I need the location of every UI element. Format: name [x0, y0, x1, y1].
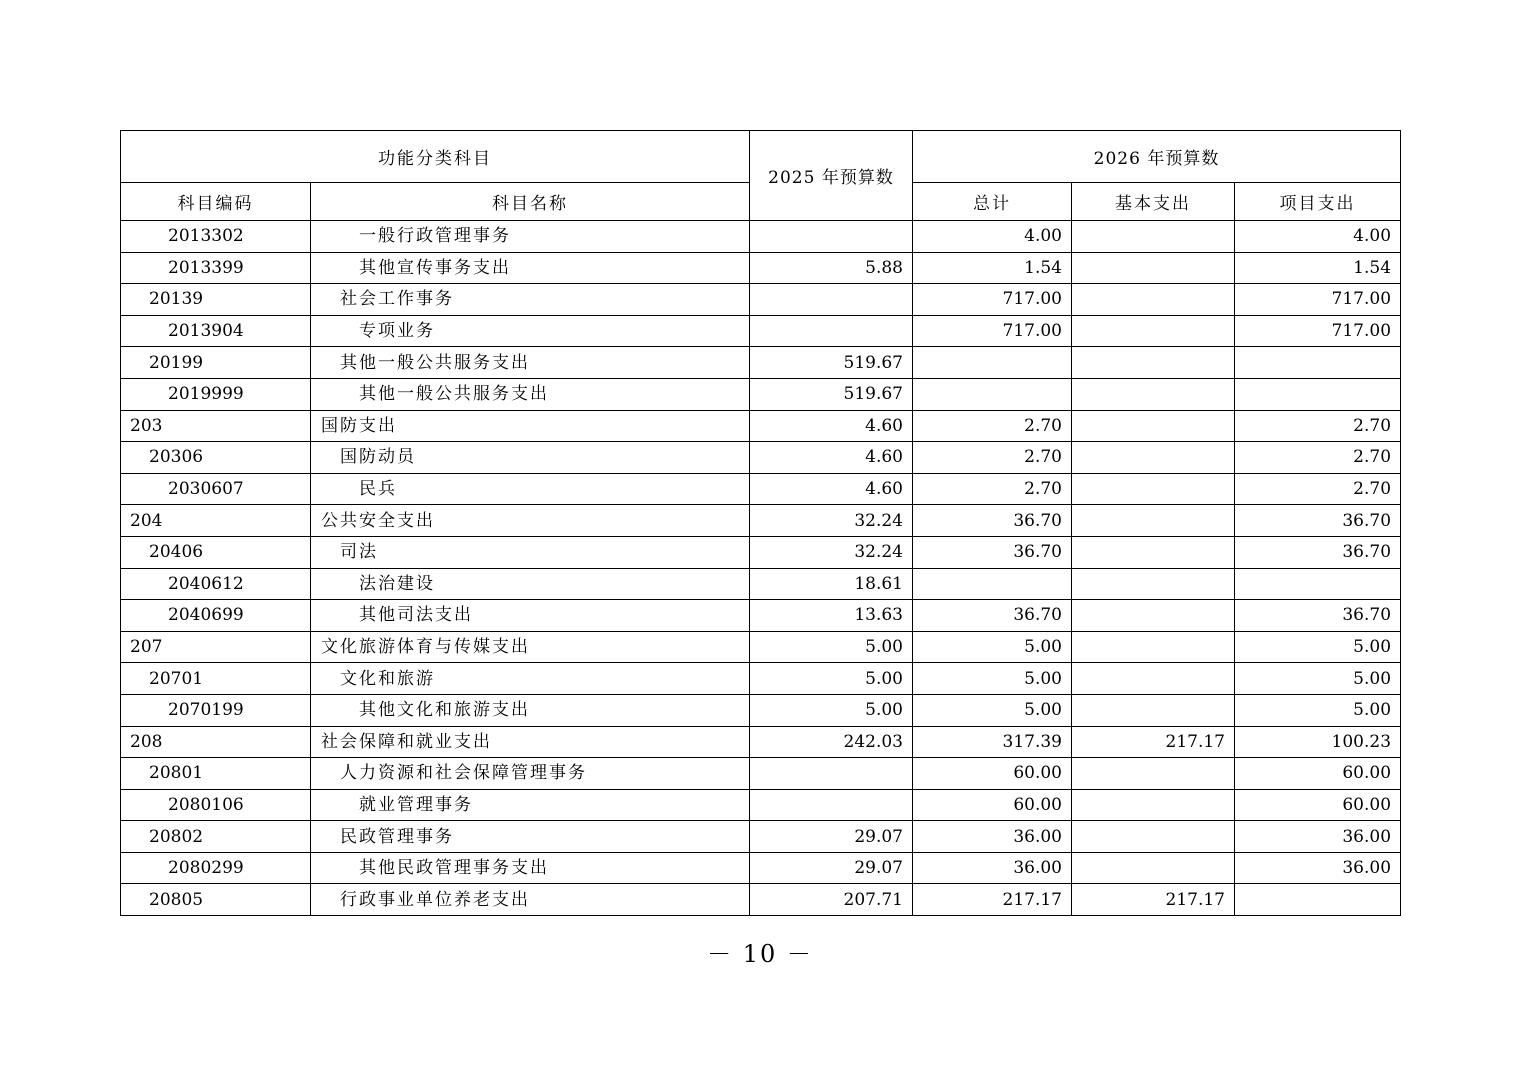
- project-expenditure-text: 2.70: [1353, 415, 1392, 436]
- subject-code-cell: [121, 726, 311, 758]
- budget-2025-text: 5.00: [865, 668, 903, 689]
- subject-name-text: 其他一般公共服务支出: [359, 384, 549, 405]
- table-row: [121, 663, 1401, 695]
- subject-code-cell: [121, 315, 311, 347]
- budget-2025-cell: [750, 568, 913, 600]
- subject-name-cell: [311, 442, 750, 474]
- basic-expenditure-cell: [1072, 315, 1235, 347]
- basic-expenditure-cell: [1072, 789, 1235, 821]
- subject-name-cell: [311, 663, 750, 695]
- subject-name-text: 民兵: [359, 479, 397, 500]
- subject-name-text: 其他文化和旅游支出: [359, 700, 530, 721]
- basic-expenditure-cell: [1072, 536, 1235, 568]
- basic-expenditure-cell: [1072, 568, 1235, 600]
- budget-2025-cell: [750, 347, 913, 379]
- basic-expenditure-cell: [1072, 347, 1235, 379]
- total-text: 36.00: [1013, 826, 1062, 847]
- header-basic-expenditure: 基本支出: [1072, 183, 1235, 221]
- total-cell: [913, 631, 1072, 663]
- basic-expenditure-cell: [1072, 284, 1235, 316]
- budget-2025-cell: [750, 221, 913, 253]
- subject-code-text: 20802: [149, 826, 204, 847]
- table-row: [121, 852, 1401, 884]
- budget-2025-cell: [750, 821, 913, 853]
- budget-2025-text: 32.24: [854, 510, 903, 531]
- subject-name-cell: [311, 789, 750, 821]
- subject-name-text: 其他宣传事务支出: [359, 257, 511, 278]
- table-row: [121, 221, 1401, 253]
- project-expenditure-cell: [1235, 663, 1401, 695]
- project-expenditure-cell: [1235, 505, 1401, 537]
- total-cell: [913, 536, 1072, 568]
- subject-name-text: 就业管理事务: [359, 794, 473, 815]
- table-row: [121, 884, 1401, 916]
- budget-2025-text: 4.60: [865, 415, 903, 436]
- project-expenditure-cell: [1235, 631, 1401, 663]
- basic-expenditure-cell: [1072, 631, 1235, 663]
- subject-name-text: 文化旅游体育与传媒支出: [321, 637, 530, 658]
- subject-name-cell: [311, 221, 750, 253]
- subject-code-text: 203: [130, 415, 163, 436]
- total-cell: [913, 726, 1072, 758]
- project-expenditure-cell: [1235, 821, 1401, 853]
- subject-code-text: 2019999: [168, 384, 244, 405]
- budget-2025-cell: [750, 536, 913, 568]
- subject-code-cell: [121, 378, 311, 410]
- subject-name-text: 国防支出: [321, 415, 397, 436]
- table-row: [121, 568, 1401, 600]
- subject-code-cell: [121, 347, 311, 379]
- subject-name-cell: [311, 821, 750, 853]
- subject-name-text: 法治建设: [359, 573, 435, 594]
- subject-code-text: 2070199: [168, 700, 244, 721]
- table-row: [121, 694, 1401, 726]
- total-cell: [913, 442, 1072, 474]
- budget-2025-cell: [750, 252, 913, 284]
- budget-2025-cell: [750, 852, 913, 884]
- basic-expenditure-cell: [1072, 726, 1235, 758]
- subject-name-text: 民政管理事务: [340, 826, 454, 847]
- total-text: 2.70: [1024, 447, 1062, 468]
- basic-expenditure-cell: [1072, 852, 1235, 884]
- subject-name-text: 其他一般公共服务支出: [340, 352, 530, 373]
- project-expenditure-text: 4.00: [1353, 226, 1392, 247]
- basic-expenditure-cell: [1072, 473, 1235, 505]
- budget-2025-text: 519.67: [843, 352, 903, 373]
- subject-code-text: 20406: [149, 542, 204, 563]
- budget-2025-text: 4.60: [865, 447, 903, 468]
- total-text: 36.70: [1013, 510, 1062, 531]
- budget-2025-cell: [750, 726, 913, 758]
- budget-2025-cell: [750, 410, 913, 442]
- project-expenditure-cell: [1235, 536, 1401, 568]
- total-cell: [913, 694, 1072, 726]
- budget-2025-text: 18.61: [854, 573, 903, 594]
- total-text: 1.54: [1024, 257, 1062, 278]
- total-cell: [913, 884, 1072, 916]
- project-expenditure-text: 60.00: [1342, 794, 1392, 815]
- header-total: 总计: [913, 183, 1072, 221]
- subject-name-cell: [311, 568, 750, 600]
- budget-2025-text: 32.24: [854, 542, 903, 563]
- basic-expenditure-cell: [1072, 821, 1235, 853]
- table-row: [121, 821, 1401, 853]
- project-expenditure-cell: [1235, 694, 1401, 726]
- project-expenditure-text: 36.00: [1342, 826, 1392, 847]
- subject-name-cell: [311, 410, 750, 442]
- total-text: 5.00: [1024, 700, 1062, 721]
- project-expenditure-cell: [1235, 410, 1401, 442]
- subject-code-cell: [121, 852, 311, 884]
- project-expenditure-cell: [1235, 600, 1401, 632]
- subject-name-text: 其他民政管理事务支出: [359, 858, 549, 879]
- total-cell: [913, 663, 1072, 695]
- budget-2025-cell: [750, 663, 913, 695]
- budget-table: [120, 130, 1401, 916]
- basic-expenditure-cell: [1072, 252, 1235, 284]
- basic-expenditure-cell: [1072, 378, 1235, 410]
- budget-2025-cell: [750, 789, 913, 821]
- total-cell: [913, 568, 1072, 600]
- basic-expenditure-text: 217.17: [1165, 731, 1225, 752]
- total-text: 5.00: [1024, 668, 1062, 689]
- budget-2025-cell: [750, 315, 913, 347]
- table-row: [121, 505, 1401, 537]
- project-expenditure-cell: [1235, 315, 1401, 347]
- table-row: [121, 315, 1401, 347]
- project-expenditure-cell: [1235, 726, 1401, 758]
- project-expenditure-cell: [1235, 221, 1401, 253]
- project-expenditure-cell: [1235, 378, 1401, 410]
- project-expenditure-text: 60.00: [1342, 763, 1392, 784]
- total-cell: [913, 758, 1072, 790]
- total-text: 717.00: [1002, 289, 1062, 310]
- subject-code-cell: [121, 473, 311, 505]
- budget-2025-cell: [750, 884, 913, 916]
- subject-name-text: 一般行政管理事务: [359, 226, 511, 247]
- budget-2025-text: 519.67: [843, 384, 903, 405]
- total-cell: [913, 852, 1072, 884]
- subject-name-text: 专项业务: [359, 321, 435, 342]
- table-row: [121, 347, 1401, 379]
- subject-name-text: 其他司法支出: [359, 605, 473, 626]
- total-cell: [913, 789, 1072, 821]
- total-cell: [913, 221, 1072, 253]
- subject-name-cell: [311, 315, 750, 347]
- total-cell: [913, 410, 1072, 442]
- total-text: 36.70: [1013, 542, 1062, 563]
- project-expenditure-cell: [1235, 568, 1401, 600]
- total-cell: [913, 284, 1072, 316]
- budget-2025-cell: [750, 505, 913, 537]
- budget-2025-text: 5.00: [865, 637, 903, 658]
- subject-code-cell: [121, 694, 311, 726]
- subject-name-cell: [311, 536, 750, 568]
- subject-code-cell: [121, 536, 311, 568]
- basic-expenditure-cell: [1072, 600, 1235, 632]
- basic-expenditure-cell: [1072, 442, 1235, 474]
- project-expenditure-text: 5.00: [1353, 637, 1392, 658]
- subject-name-cell: [311, 758, 750, 790]
- subject-code-text: 2040699: [168, 605, 244, 626]
- project-expenditure-cell: [1235, 284, 1401, 316]
- subject-name-cell: [311, 252, 750, 284]
- budget-2025-text: 5.88: [865, 257, 903, 278]
- subject-name-cell: [311, 600, 750, 632]
- table-row: [121, 631, 1401, 663]
- project-expenditure-cell: [1235, 852, 1401, 884]
- subject-code-text: 2040612: [168, 573, 244, 594]
- total-cell: [913, 600, 1072, 632]
- budget-2025-text: 5.00: [865, 700, 903, 721]
- project-expenditure-text: 1.54: [1353, 257, 1392, 278]
- subject-name-text: 国防动员: [340, 447, 416, 468]
- total-cell: [913, 473, 1072, 505]
- subject-name-text: 行政事业单位养老支出: [340, 889, 530, 910]
- subject-name-text: 社会工作事务: [340, 289, 454, 310]
- total-text: 717.00: [1002, 321, 1062, 342]
- basic-expenditure-cell: [1072, 505, 1235, 537]
- subject-code-text: 2030607: [168, 479, 244, 500]
- project-expenditure-text: 717.00: [1331, 321, 1392, 342]
- table-row: [121, 252, 1401, 284]
- project-expenditure-text: 5.00: [1353, 700, 1392, 721]
- subject-name-cell: [311, 505, 750, 537]
- subject-code-cell: [121, 758, 311, 790]
- basic-expenditure-cell: [1072, 410, 1235, 442]
- total-cell: [913, 315, 1072, 347]
- table-row: [121, 600, 1401, 632]
- basic-expenditure-cell: [1072, 884, 1235, 916]
- project-expenditure-text: 5.00: [1353, 668, 1392, 689]
- table-row: [121, 536, 1401, 568]
- project-expenditure-text: 100.23: [1331, 731, 1392, 752]
- subject-code-cell: [121, 505, 311, 537]
- subject-name-text: 司法: [340, 542, 378, 563]
- budget-2025-cell: [750, 473, 913, 505]
- header-project-expenditure: 项目支出: [1235, 183, 1401, 221]
- subject-code-text: 20139: [149, 289, 204, 310]
- budget-2025-text: 4.60: [865, 479, 903, 500]
- total-cell: [913, 252, 1072, 284]
- total-text: 317.39: [1002, 731, 1062, 752]
- subject-name-text: 公共安全支出: [321, 510, 435, 531]
- subject-code-cell: [121, 284, 311, 316]
- subject-code-cell: [121, 789, 311, 821]
- table-header: [121, 131, 1401, 221]
- subject-code-text: 2013399: [168, 257, 244, 278]
- table-row: [121, 726, 1401, 758]
- total-text: 60.00: [1013, 794, 1062, 815]
- subject-name-cell: [311, 852, 750, 884]
- subject-code-cell: [121, 442, 311, 474]
- project-expenditure-cell: [1235, 758, 1401, 790]
- subject-code-text: 20801: [149, 763, 204, 784]
- subject-name-text: 社会保障和就业支出: [321, 731, 492, 752]
- subject-code-text: 204: [130, 510, 163, 531]
- total-cell: [913, 821, 1072, 853]
- header-subject-code: 科目编码: [121, 183, 311, 221]
- subject-code-cell: [121, 663, 311, 695]
- total-text: 4.00: [1024, 226, 1062, 247]
- subject-code-cell: [121, 568, 311, 600]
- table-row: [121, 410, 1401, 442]
- subject-code-text: 208: [130, 731, 163, 752]
- total-text: 36.00: [1013, 858, 1062, 879]
- budget-2025-cell: [750, 694, 913, 726]
- project-expenditure-cell: [1235, 789, 1401, 821]
- subject-code-cell: [121, 884, 311, 916]
- subject-code-text: 20199: [149, 352, 204, 373]
- budget-2025-text: 13.63: [854, 605, 903, 626]
- subject-code-cell: [121, 600, 311, 632]
- total-text: 217.17: [1002, 889, 1062, 910]
- total-text: 2.70: [1024, 415, 1062, 436]
- subject-name-cell: [311, 694, 750, 726]
- project-expenditure-cell: [1235, 442, 1401, 474]
- budget-2025-cell: [750, 600, 913, 632]
- budget-2025-cell: [750, 378, 913, 410]
- subject-code-cell: [121, 631, 311, 663]
- subject-code-text: 20701: [149, 668, 204, 689]
- table-body: [121, 221, 1401, 916]
- table-row: [121, 758, 1401, 790]
- budget-2025-cell: [750, 442, 913, 474]
- project-expenditure-text: 2.70: [1353, 447, 1392, 468]
- total-text: 5.00: [1024, 637, 1062, 658]
- project-expenditure-text: 2.70: [1353, 479, 1392, 500]
- basic-expenditure-text: 217.17: [1165, 889, 1225, 910]
- subject-code-text: 207: [130, 637, 163, 658]
- subject-code-cell: [121, 410, 311, 442]
- basic-expenditure-cell: [1072, 221, 1235, 253]
- page-number: － 10 －: [707, 940, 813, 968]
- header-subject-name: 科目名称: [311, 183, 750, 221]
- table-row: [121, 473, 1401, 505]
- total-text: 36.70: [1013, 605, 1062, 626]
- budget-2025-text: 207.71: [843, 889, 903, 910]
- project-expenditure-cell: [1235, 473, 1401, 505]
- table-row: [121, 789, 1401, 821]
- subject-code-text: 20805: [149, 889, 204, 910]
- subject-name-cell: [311, 473, 750, 505]
- subject-name-cell: [311, 884, 750, 916]
- subject-name-cell: [311, 631, 750, 663]
- total-text: 2.70: [1024, 479, 1062, 500]
- subject-name-cell: [311, 726, 750, 758]
- subject-code-text: 2080299: [168, 858, 244, 879]
- header-budget-2025: 2025 年预算数: [750, 131, 913, 221]
- project-expenditure-cell: [1235, 252, 1401, 284]
- subject-code-text: 2013302: [168, 226, 244, 247]
- budget-2025-text: 29.07: [854, 826, 903, 847]
- table-row: [121, 284, 1401, 316]
- budget-2025-cell: [750, 284, 913, 316]
- total-cell: [913, 505, 1072, 537]
- basic-expenditure-cell: [1072, 694, 1235, 726]
- total-cell: [913, 378, 1072, 410]
- subject-name-cell: [311, 347, 750, 379]
- project-expenditure-text: 36.00: [1342, 858, 1392, 879]
- subject-name-text: 文化和旅游: [340, 668, 435, 689]
- subject-name-text: 人力资源和社会保障管理事务: [340, 763, 587, 784]
- subject-code-cell: [121, 252, 311, 284]
- budget-2025-text: 242.03: [843, 731, 903, 752]
- subject-code-cell: [121, 821, 311, 853]
- budget-2025-cell: [750, 631, 913, 663]
- subject-code-cell: [121, 221, 311, 253]
- project-expenditure-text: 717.00: [1331, 289, 1392, 310]
- project-expenditure-text: 36.70: [1342, 510, 1392, 531]
- subject-name-cell: [311, 284, 750, 316]
- budget-2025-text: 29.07: [854, 858, 903, 879]
- table-row: [121, 378, 1401, 410]
- subject-name-cell: [311, 378, 750, 410]
- total-cell: [913, 347, 1072, 379]
- header-functional-category: 功能分类科目: [121, 131, 750, 183]
- project-expenditure-cell: [1235, 347, 1401, 379]
- subject-code-text: 20306: [149, 447, 204, 468]
- project-expenditure-text: 36.70: [1342, 542, 1392, 563]
- table-row: [121, 442, 1401, 474]
- total-text: 60.00: [1013, 763, 1062, 784]
- project-expenditure-cell: [1235, 884, 1401, 916]
- subject-code-text: 2013904: [168, 321, 244, 342]
- header-budget-2026: 2026 年预算数: [913, 131, 1401, 183]
- basic-expenditure-cell: [1072, 758, 1235, 790]
- project-expenditure-text: 36.70: [1342, 605, 1392, 626]
- basic-expenditure-cell: [1072, 663, 1235, 695]
- subject-code-text: 2080106: [168, 794, 244, 815]
- budget-2025-cell: [750, 758, 913, 790]
